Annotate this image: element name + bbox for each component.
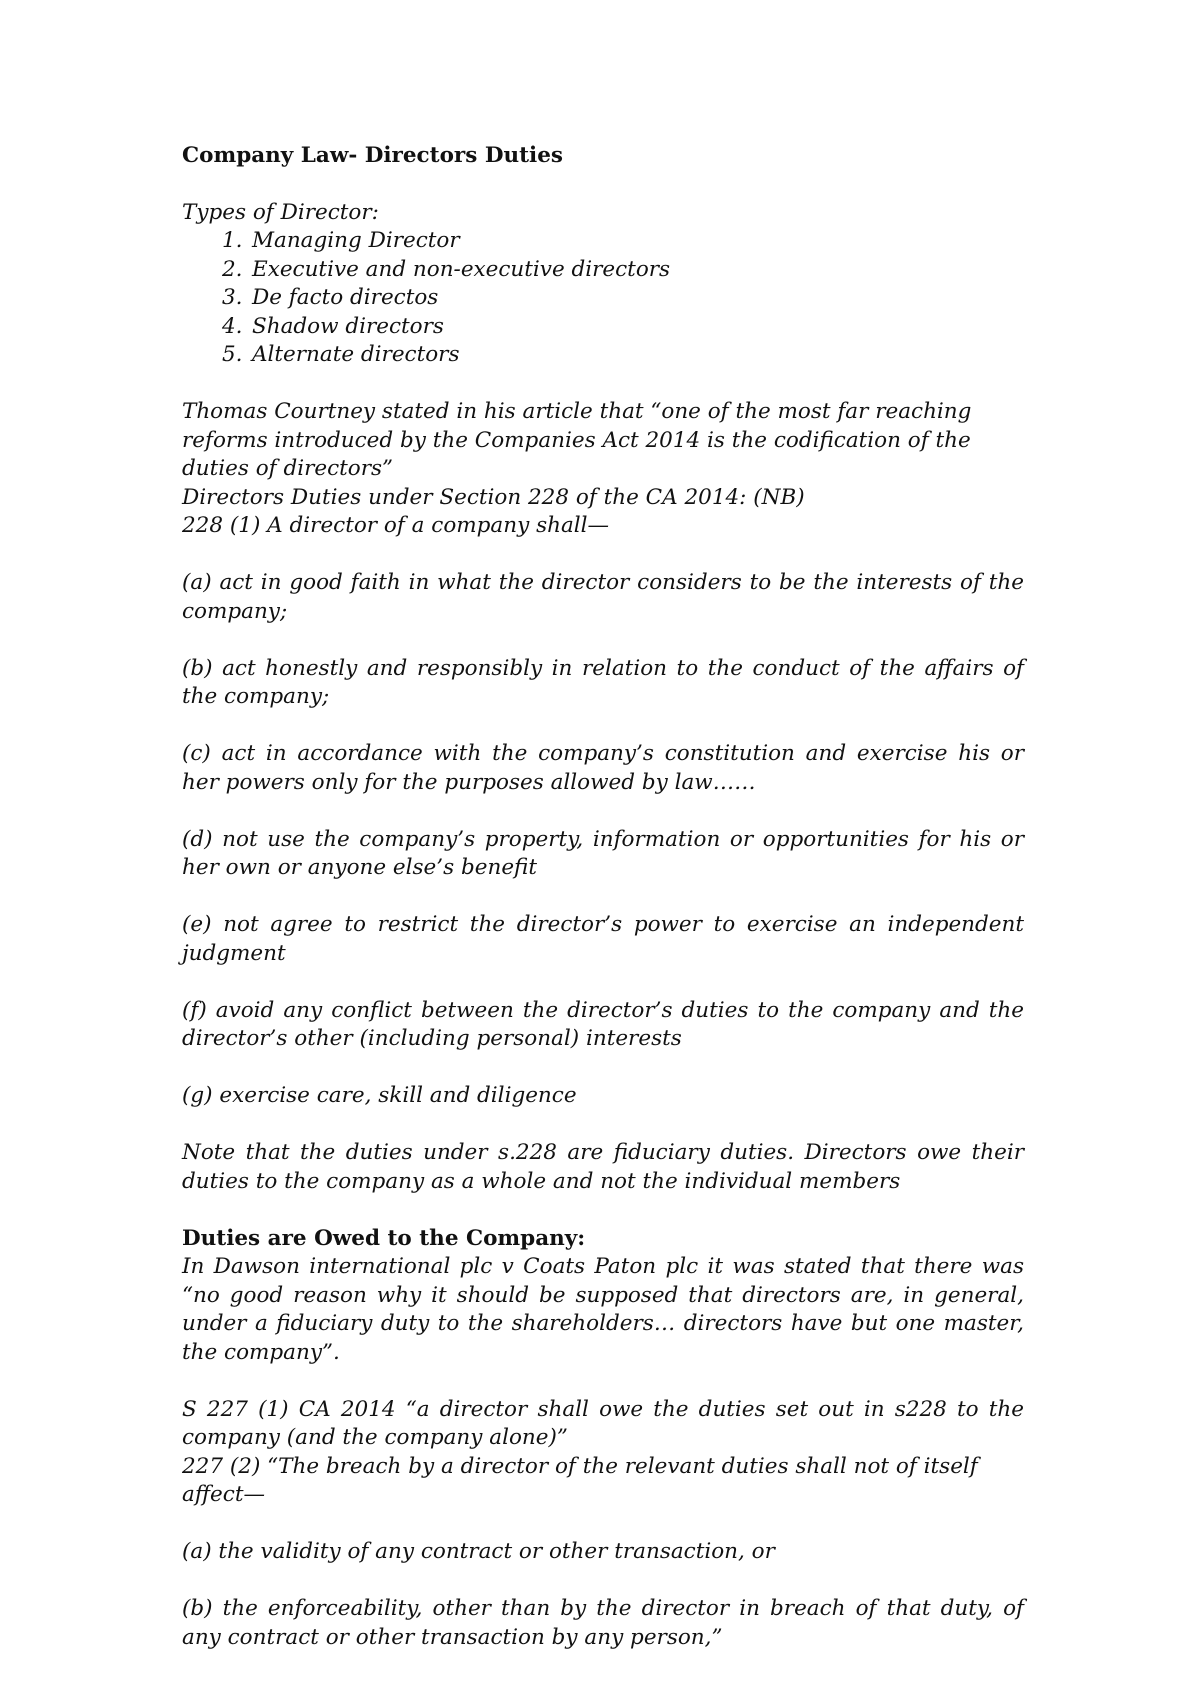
duty-d: (d) not use the company’s property, information or opportunities for his or her own or anyone else’s benefit [182, 826, 1024, 880]
duty-f: (f) avoid any conflict between the director’s duties to the company and the director’s other (including personal) interests [182, 997, 1024, 1051]
list-item-text: Managing Director [252, 228, 460, 253]
list-item [222, 227, 1024, 256]
duty-e: (e) not agree to restrict the director’s power to exercise an independent judgment [182, 912, 1024, 966]
section-228-heading: Directors Duties under Section 228 of the CA 2014: (NB) [182, 484, 805, 510]
dawson-quote: In Dawson international plc v Coats Paton plc it was stated that there was “no good reason why it should be supposed that directors are, in general, under a fiduciary duty to the shareholders… directors have but one master, the company”. [182, 1254, 1024, 1365]
list-item [222, 256, 1024, 285]
section-228-lead: 228 (1) A director of a company shall— [182, 513, 610, 538]
list-item-text: De facto directos [252, 285, 439, 310]
fiduciary-note: Note that the duties under s.228 are fiduciary duties. Directors owe their duties to the company as a whole and not the individual members [182, 1140, 1024, 1194]
duty-g: (g) exercise care, skill and diligence [182, 1083, 577, 1108]
list-item [222, 284, 1024, 313]
list-item-text: Shadow directors [252, 313, 444, 339]
owed-heading: Duties are Owed to the Company: [182, 1225, 586, 1251]
courtney-quote: Thomas Courtney stated in his article that “one of the most far reaching reforms introduced by the Companies Act 2014 is the codification of the duties of directors” [182, 399, 972, 481]
list-item [222, 313, 1024, 342]
list-number: 4. [222, 313, 243, 339]
document-title: Company Law- Directors Duties [182, 143, 563, 168]
s227-2-text: 227 (2) “The breach by a director of the relevant duties shall not of itself affect— [182, 1453, 978, 1507]
list-item [222, 341, 1024, 370]
list-number: 3. [222, 285, 243, 310]
list-number: 5. [222, 342, 243, 367]
document-page [182, 142, 1024, 1652]
list-item-text: Executive and non-executive directors [252, 256, 671, 282]
list-number: 2. [222, 256, 243, 282]
types-label: Types of Director: [182, 199, 379, 225]
duty-a: (a) act in good faith in what the director considers to be the interests of the company; [182, 570, 1024, 624]
s227-2-a: (a) the validity of any contract or other transaction, or [182, 1539, 775, 1564]
list-item-text: Alternate directors [252, 342, 460, 367]
duty-b: (b) act honestly and responsibly in relation to the conduct of the affairs of the company; [182, 655, 1024, 709]
list-number: 1. [222, 228, 243, 253]
s227-2-b: (b) the enforceability, other than by the director in breach of that duty, of any contract or other transaction by any person,” [182, 1596, 1024, 1650]
duty-c: (c) act in accordance with the company’s constitution and exercise his or her powers only for the purposes allowed by law…… [182, 741, 1024, 795]
s227-1-text: S 227 (1) CA 2014 “a director shall owe the duties set out in s228 to the company (and the company alone)” [182, 1396, 1024, 1450]
types-list [182, 227, 1024, 370]
